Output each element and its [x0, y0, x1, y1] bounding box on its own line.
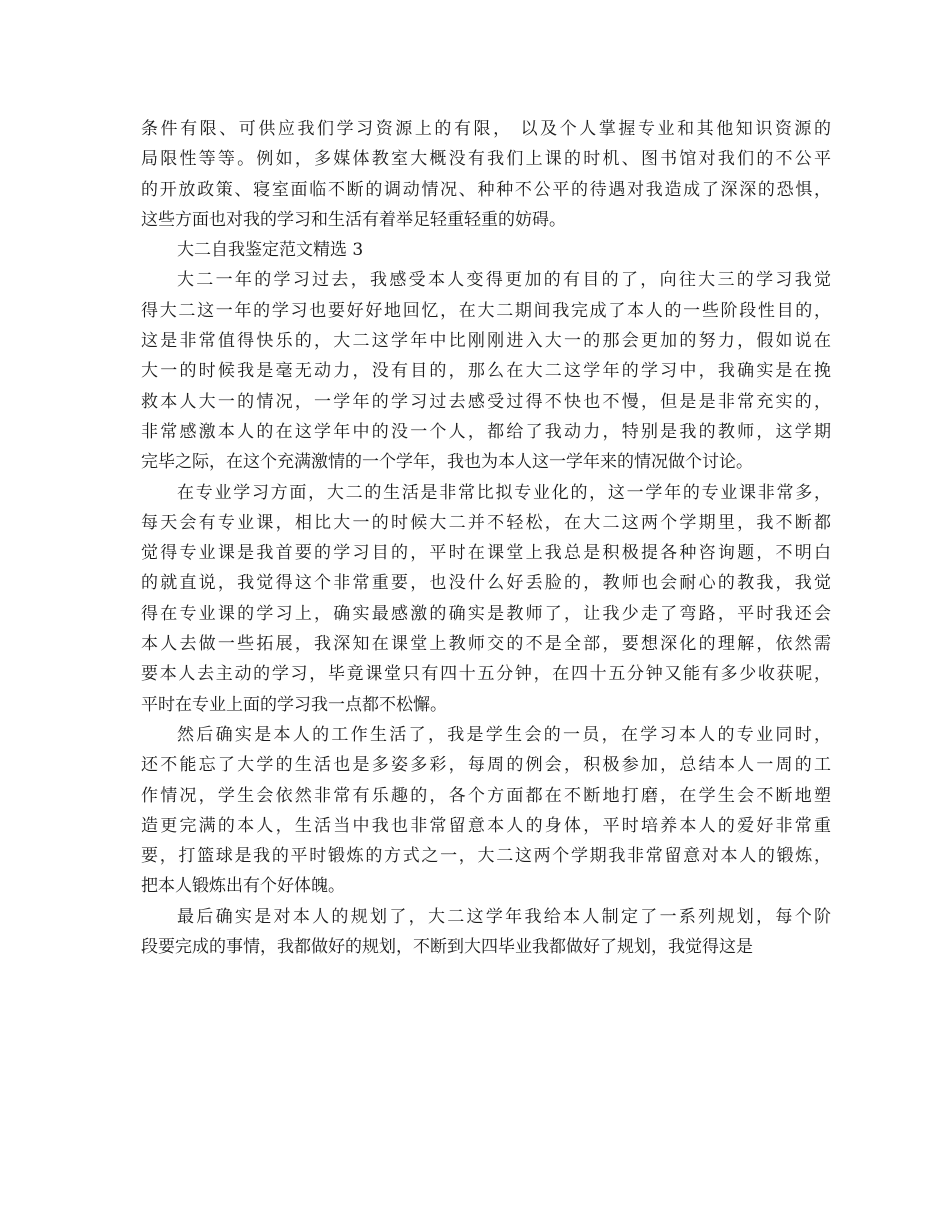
text-line: 造更完满的本人，生活当中我也非常留意本人的身体，平时培养本人的爱好非常重: [141, 815, 831, 836]
text-line: 每天会有专业课，相比大一的时候大二并不轻松，在大二这两个学期里，我不断都: [141, 512, 831, 533]
text-line: 的开放政策、寝室面临不断的调动情况、种种不公平的待遇对我造成了深深的恐惧，: [141, 179, 831, 200]
text-line: 最后确实是对本人的规划了，大二这学年我给本人制定了一系列规划，每个阶: [177, 906, 831, 927]
text-line: 还不能忘了大学的生活也是多姿多彩，每周的例会，积极参加，总结本人一周的工: [141, 755, 831, 776]
text-line: 得在专业课的学习上，确实最感激的确实是教师了，让我少走了弯路，平时我还会: [141, 603, 831, 624]
text-line: 本人去做一些拓展，我深知在课堂上教师交的不是全部，要想深化的理解，依然需: [141, 634, 831, 655]
text-line: 作情况，学生会依然非常有乐趣的，各个方面都在不断地打磨，在学生会不断地塑: [141, 785, 831, 806]
section-heading: [141, 235, 831, 265]
text-line: 得大二这一年的学习也要好好地回忆，在大二期间我完成了本人的一些阶段性目的，: [141, 300, 831, 321]
text-line: 觉得专业课是我首要的学习目的，平时在课堂上我总是积极提各种咨询题，不明白: [141, 543, 831, 564]
text-line: 段要完成的事情，我都做好的规划，不断到大四毕业我都做好了规划，我觉得这是: [141, 937, 753, 958]
text-line: 大二自我鉴定范文精选 3: [177, 240, 364, 261]
text-line: 救本人大一的情况，一学年的学习过去感受过得不快也不慢，但是是非常充实的，: [141, 391, 831, 412]
text-line: 在专业学习方面，大二的生活是非常比拟专业化的，这一学年的专业课非常多，: [177, 482, 831, 503]
text-line: 要本人去主动的学习，毕竟课堂只有四十五分钟，在四十五分钟又能有多少收获呢，: [141, 664, 831, 685]
text-line: 条件有限、可供应我们学习资源上的有限， 以及个人掌握专业和其他知识资源的: [141, 119, 831, 139]
text-line: 非常感激本人的在这学年中的没一个人，都给了我动力，特别是我的教师，这学期: [141, 421, 831, 442]
text-line: 的就直说，我觉得这个非常重要，也没什么好丢脸的，教师也会耐心的教我，我觉: [141, 573, 831, 594]
text-line: 把本人锻炼出有个好体魄。: [141, 876, 345, 897]
text-line: 要，打篮球是我的平时锻炼的方式之一，大二这两个学期我非常留意对本人的锻炼，: [141, 846, 831, 867]
text-line: 然后确实是本人的工作生活了，我是学生会的一员，在学习本人的专业同时，: [177, 724, 831, 745]
paragraph-continuation: [141, 114, 831, 235]
document-body: [141, 114, 831, 962]
paragraph-intro: [141, 265, 831, 477]
text-line: 完毕之际，在这个充满激情的一个学年，我也为本人这一学年来的情况做个讨论。: [141, 452, 753, 473]
text-line: 这是非常值得快乐的，大二这学年中比刚刚进入大一的那会更加的努力，假如说在: [141, 331, 831, 352]
text-line: 大二一年的学习过去，我感受本人变得更加的有目的了，向往大三的学习我觉: [177, 270, 831, 291]
paragraph-work-life: [141, 720, 831, 902]
paragraph-study: [141, 478, 831, 720]
text-line: 局限性等等。例如，多媒体教室大概没有我们上课的时机、图书馆对我们的不公平: [141, 149, 831, 170]
text-line: 平时在专业上面的学习我一点都不松懈。: [141, 694, 447, 715]
paragraph-planning: [141, 902, 831, 963]
text-line: 这些方面也对我的学习和生活有着举足轻重轻重的妨碍。: [141, 209, 566, 230]
text-line: 大一的时候我是毫无动力，没有目的，那么在大二这学年的学习中，我确实是在挽: [141, 361, 831, 382]
